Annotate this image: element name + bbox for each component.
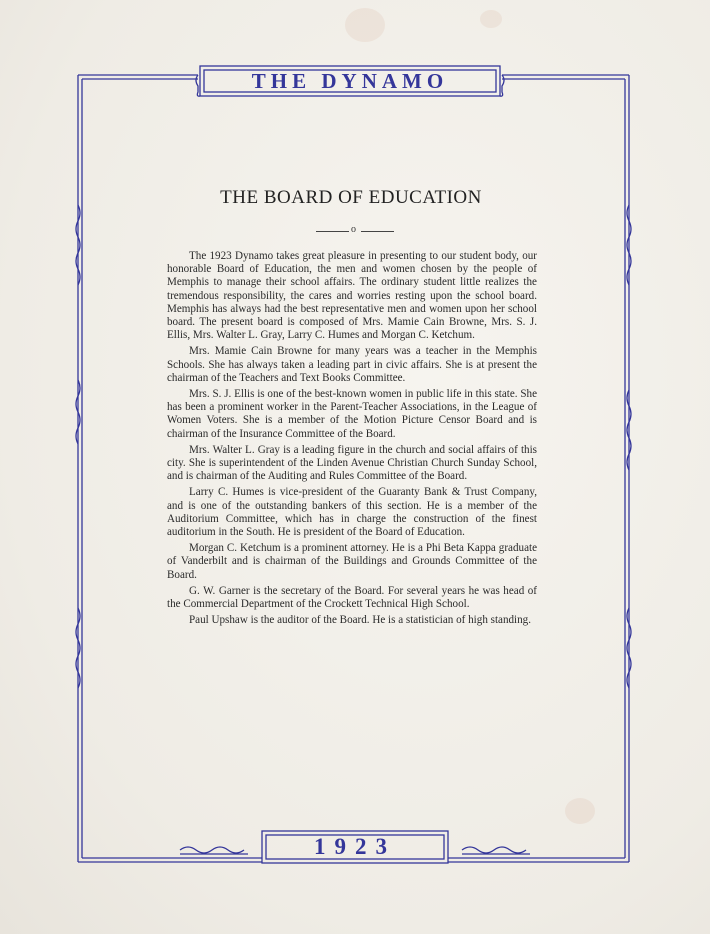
title-ornament-divider xyxy=(316,224,394,237)
ornament-rule-left xyxy=(316,231,349,232)
footer-year: 1923 xyxy=(314,834,396,859)
header-title: THE DYNAMO xyxy=(251,69,449,93)
paragraph-garner: G. W. Garner is the secretary of the Board. For several years he was head of the Commercial Department of the Crockett Technical High School. xyxy=(167,584,537,611)
paragraph-upshaw: Paul Upshaw is the auditor of the Board. He is a statistician of high standing. xyxy=(189,614,531,627)
paragraph-gray: Mrs. Walter L. Gray is a leading figure in the church and social affairs of this city. She is superintendent of the Linden Avenue Christian Church Sunday School, and is chairman of the Auditing and Rules Committee of the Board. xyxy=(167,443,537,483)
paragraph-ellis: Mrs. S. J. Ellis is one of the best-known women in public life in this state. She has been a prominent worker in the Parent-Teacher Associations, in the League of Women Voters. She is a member of the Motion Picture Censor Board and is chairman of the Insurance Committee of the Board. xyxy=(167,388,537,440)
paragraph-intro: The 1923 Dynamo takes great pleasure in presenting to our student body, our honorable Board of Education, the men and women chosen by the people of Memphis to manage their school affairs. The ordinary student little realizes the tremendous responsibility, the cares and worries resting upon the school board. Memphis has always had the best representative men and women upon her school board. The present board is composed of Mrs. Mamie Cain Browne, Mrs. S. J. Ellis, Mrs. Walter L. Gray, Larry C. Humes and Morgan C. Ketchum. xyxy=(167,250,537,342)
paragraph-humes: Larry C. Humes is vice-president of the Guaranty Bank & Trust Company, and is one of the outstanding bankers of this section. He is a member of the Auditorium Committee, which has in charge the construction of the finest auditorium in the South. He is president of the Board of Education. xyxy=(167,486,537,539)
article-body xyxy=(167,250,537,630)
paragraph-browne: Mrs. Mamie Cain Browne for many years was a teacher in the Memphis Schools. She has always taken a leading part in civic affairs. She is at present the chairman of the Teachers and Text Books Committee. xyxy=(167,345,537,384)
page-title: THE BOARD OF EDUCATION xyxy=(220,187,482,208)
ornament-rule-right xyxy=(361,231,394,232)
ornament-circle: o xyxy=(351,224,356,235)
paragraph-ketchum: Morgan C. Ketchum is a prominent attorney. He is a Phi Beta Kappa graduate of Vanderbilt and is chairman of the Buildings and Grounds Committee of the Board. xyxy=(167,542,537,581)
